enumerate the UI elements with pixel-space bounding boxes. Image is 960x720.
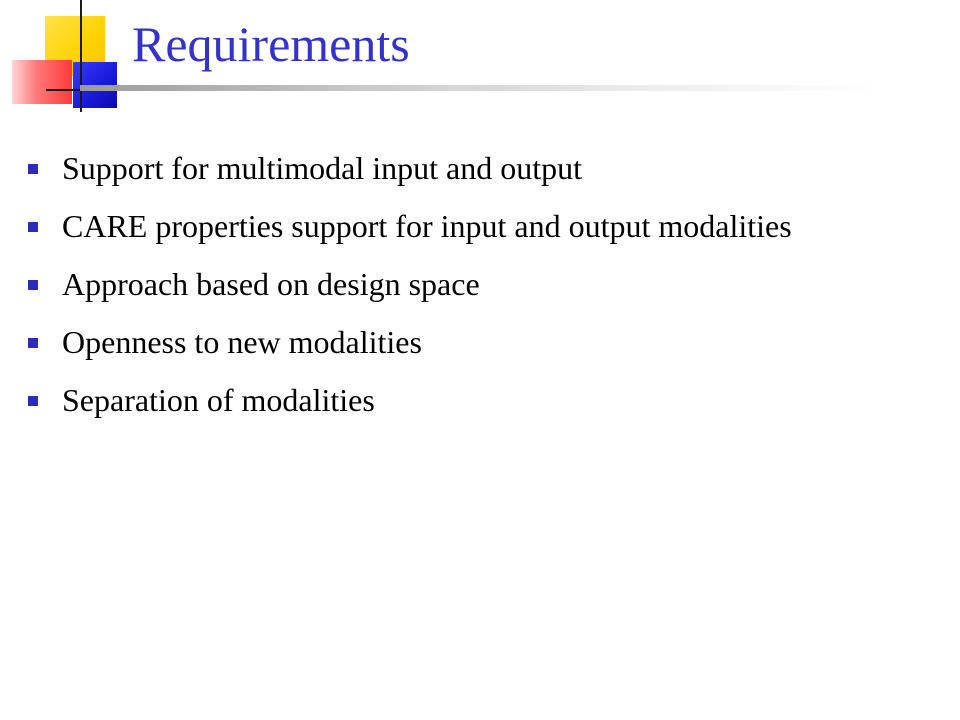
slide-title: Requirements — [132, 16, 410, 72]
square-bullet-icon — [28, 164, 38, 174]
bullet-item — [28, 320, 908, 364]
red-square-icon — [12, 60, 72, 104]
bullet-item — [28, 146, 908, 190]
bullet-text: Approach based on design space — [62, 266, 480, 302]
bullet-text: CARE properties support for input and output modalities — [62, 208, 792, 244]
bullet-list — [28, 146, 908, 436]
square-bullet-icon — [28, 280, 38, 290]
bullet-text: Separation of modalities — [62, 382, 375, 418]
color-squares-logo-icon — [0, 0, 140, 112]
bullet-text: Openness to new modalities — [62, 324, 422, 360]
square-bullet-icon — [28, 338, 38, 348]
bullet-item — [28, 262, 908, 306]
square-bullet-icon — [28, 222, 38, 232]
bullet-text: Support for multimodal input and output — [62, 150, 582, 186]
title-underline-rule — [80, 85, 880, 91]
logo-vertical-line — [80, 0, 82, 112]
square-bullet-icon — [28, 396, 38, 406]
bullet-item — [28, 204, 908, 248]
bullet-item — [28, 378, 908, 422]
